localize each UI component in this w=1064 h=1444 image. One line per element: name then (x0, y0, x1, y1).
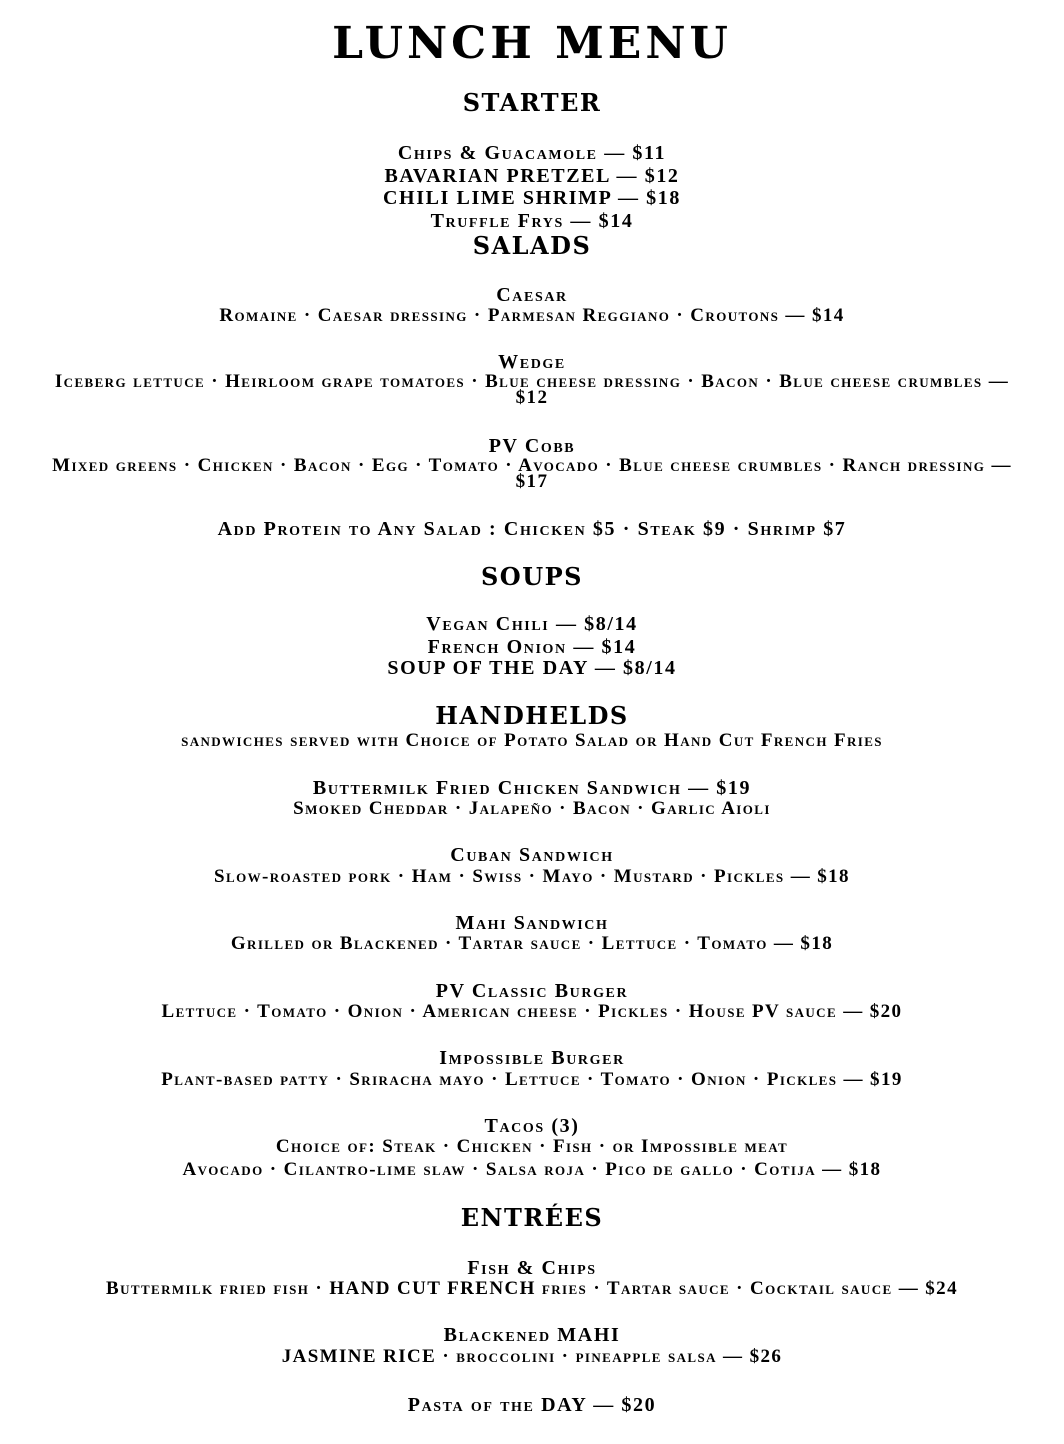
menu-item: Vegan Chili — $8/14 (426, 613, 638, 635)
item-choice-tacos: Choice of: Steak · Chicken · Fish · or Impossible meat (275, 1136, 789, 1157)
item-desc-classic-burger: Lettuce · Tomato · Onion · American cheese · Pickles · House PV sauce — $20 (161, 1001, 903, 1022)
item-name-cobb: PV Cobb (488, 435, 576, 457)
item-desc-fish-chips: Buttermilk fried fish · HAND CUT FRENCH fries · Tartar sauce · Cocktail sauce — $24 (106, 1278, 958, 1299)
item-name-caesar: Caesar (496, 284, 568, 306)
item-name-wedge: Wedge (498, 351, 566, 373)
section-heading-soups: SOUPS (480, 562, 584, 591)
menu-item: BAVARIAN PRETZEL — $12 (384, 165, 680, 187)
item-name-blackened-mahi: Blackened MAHI (443, 1324, 621, 1346)
section-heading-handhelds: HANDHELDS (435, 701, 629, 730)
section-heading-starter: STARTER (462, 88, 602, 117)
item-name-classic-burger: PV Classic Burger (435, 980, 629, 1002)
item-desc-blackened-mahi: JASMINE RICE · broccolini · pineapple salsa — $26 (281, 1346, 783, 1367)
section-heading-entrees: ENTRÉES (460, 1203, 604, 1232)
salad-protein-addon: Add Protein to Any Salad : Chicken $5 · Steak $9 · Shrimp $7 (217, 518, 847, 540)
item-name-fish-chips: Fish & Chips (467, 1257, 597, 1279)
handhelds-note: sandwiches served with Choice of Potato Salad or Hand Cut French Fries (181, 730, 883, 751)
menu-item: SOUP OF THE DAY — $8/14 (387, 657, 677, 679)
item-desc-wedge: Iceberg lettuce · Heirloom grape tomatoes · Blue cheese dressing · Bacon · Blue cheese crumbles — $12 (54, 371, 1010, 408)
item-name-tacos: Tacos (3) (484, 1115, 580, 1137)
section-heading-salads: SALADS (472, 231, 592, 260)
item-desc-cobb: Mixed greens · Chicken · Bacon · Egg · Tomato · Avocado · Blue cheese crumbles · Ranch dressing — $17 (52, 455, 1012, 492)
menu-item: Chips & Guacamole — $11 (397, 142, 667, 164)
menu-item: Truffle Frys — $14 (430, 210, 634, 232)
item-desc-chicken-sandwich: Smoked Cheddar · Jalapeño · Bacon · Garlic Aioli (293, 798, 771, 819)
menu-item: CHILI LIME SHRIMP — $18 (383, 187, 681, 209)
item-name-mahi-sandwich: Mahi Sandwich (455, 912, 609, 934)
item-desc-cuban: Slow-roasted pork · Ham · Swiss · Mayo · Mustard · Pickles — $18 (214, 866, 850, 887)
item-desc-tacos: Avocado · Cilantro-lime slaw · Salsa roja · Pico de gallo · Cotija — $18 (182, 1159, 882, 1180)
item-desc-mahi-sandwich: Grilled or Blackened · Tartar sauce · Lettuce · Tomato — $18 (230, 933, 834, 954)
menu-title: LUNCH MENU (332, 18, 732, 69)
item-name-cuban: Cuban Sandwich (450, 844, 614, 866)
item-desc-caesar: Romaine · Caesar dressing · Parmesan Reggiano · Croutons — $14 (219, 305, 845, 326)
item-name-chicken-sandwich: Buttermilk Fried Chicken Sandwich — $19 (312, 777, 752, 799)
item-name-impossible-burger: Impossible Burger (439, 1047, 625, 1069)
menu-item: French Onion — $14 (427, 636, 637, 658)
item-pasta-of-the-day: Pasta of the DAY — $20 (407, 1394, 657, 1416)
item-desc-impossible-burger: Plant-based patty · Sriracha mayo · Lettuce · Tomato · Onion · Pickles — $19 (161, 1069, 903, 1090)
